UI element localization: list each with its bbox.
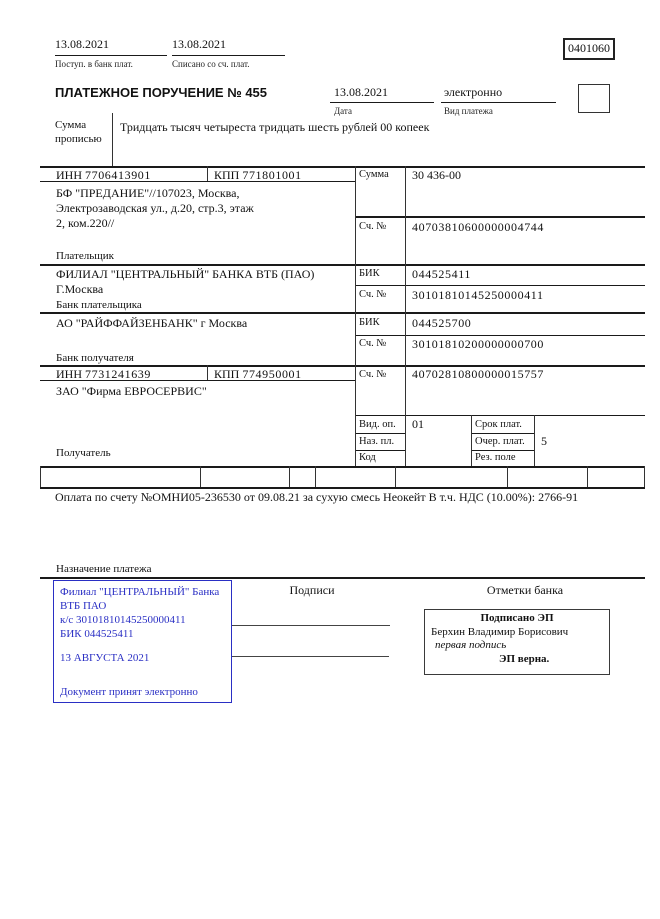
stamp-footer: Документ принят электронно	[60, 686, 198, 698]
table-line	[471, 415, 472, 466]
signature-line-1	[232, 625, 390, 626]
payee-bank-account: 30101810200000000700	[412, 337, 544, 351]
payer-account: 40703810600000004744	[412, 220, 544, 234]
budget-row-divider	[289, 466, 290, 487]
op-kind-value: 01	[412, 417, 424, 431]
table-line	[40, 487, 645, 489]
sum-label: Сумма	[359, 169, 389, 180]
table-line	[534, 415, 535, 466]
ep-stamp-verified: ЭП верна.	[499, 652, 550, 665]
reserve-label: Рез. поле	[475, 452, 516, 463]
payer-kpp: КПП 771801001	[214, 168, 302, 182]
payment-kind-underline	[441, 102, 556, 103]
table-line	[355, 166, 356, 466]
table-line	[405, 166, 406, 466]
budget-row-divider	[315, 466, 316, 487]
payee-section-label: Получатель	[56, 447, 111, 459]
stamp-line: Филиал "ЦЕНТРАЛЬНЫЙ" Банка	[60, 586, 220, 598]
table-line	[355, 335, 645, 336]
payer-bank-account-label: Сч. №	[359, 289, 387, 300]
payee-bank-bik-label: БИК	[359, 317, 380, 328]
purpose-section-label: Назначение платежа	[56, 563, 152, 575]
document-title: ПЛАТЕЖНОЕ ПОРУЧЕНИЕ № 455	[55, 85, 268, 100]
ep-signature-stamp	[424, 609, 610, 675]
table-line	[355, 433, 405, 434]
budget-row-divider	[507, 466, 508, 487]
amount-words-label-2: прописью	[55, 133, 102, 145]
purpose-bottom-line	[40, 577, 645, 579]
received-date-label: Поступ. в банк плат.	[55, 59, 133, 69]
code-label: Код	[359, 452, 376, 463]
amount-words-label-1: Сумма	[55, 119, 87, 131]
payee-bank-section-label: Банк получателя	[56, 352, 134, 364]
purpose-code-label: Наз. пл.	[359, 436, 395, 447]
budget-row-divider	[644, 466, 645, 487]
payee-kpp: КПП 774950001	[214, 367, 302, 381]
op-kind-label: Вид. оп.	[359, 419, 396, 430]
table-line	[471, 433, 534, 434]
payment-purpose-text: Оплата по счету №ОМНИ05-236530 от 09.08.21 за сухую смесь Неокейт В т.ч. НДС (10.00%): 2766-91	[55, 490, 579, 504]
payer-name-line: БФ "ПРЕДАНИЕ"//107023, Москва,	[56, 186, 240, 200]
stamp-line: ВТБ ПАО	[60, 600, 107, 612]
payee-account-label: Сч. №	[359, 369, 387, 380]
debited-date-underline	[172, 55, 285, 56]
amount-words-divider	[112, 113, 113, 166]
payer-section-label: Плательщик	[56, 250, 114, 262]
payer-bank-account: 30101810145250000411	[412, 288, 544, 302]
payer-bank-bik-label: БИК	[359, 268, 380, 279]
payer-inn: ИНН 7706413901	[56, 168, 151, 182]
bank-marks-header: Отметки банка	[486, 583, 564, 597]
table-line	[471, 450, 534, 451]
form-code-box: 0401060	[563, 38, 615, 60]
received-date-underline	[55, 55, 167, 56]
amount-words-value: Тридцать тысяч четыреста тридцать шесть рублей 00 копеек	[120, 120, 430, 134]
table-line	[207, 166, 208, 181]
table-line	[207, 365, 208, 380]
table-line	[40, 264, 645, 266]
payee-bank-account-label: Сч. №	[359, 338, 387, 349]
priority-value: 5	[541, 434, 547, 448]
doc-date: 13.08.2021	[334, 85, 388, 99]
ep-stamp-title: Подписано ЭП	[480, 612, 554, 624]
payer-account-label: Сч. №	[359, 221, 387, 232]
table-line	[355, 216, 645, 218]
budget-row-divider	[587, 466, 588, 487]
signatures-header: Подписи	[289, 583, 335, 597]
ep-stamp-signature-kind: первая подпись	[435, 639, 507, 651]
priority-label: Очер. плат.	[475, 436, 525, 447]
signature-line-2	[232, 656, 389, 657]
payment-kind-label: Вид платежа	[444, 106, 493, 116]
budget-row-divider	[40, 466, 41, 487]
payer-name-line: Электрозаводская ул., д.20, стр.3, этаж	[56, 201, 254, 215]
budget-row-divider	[200, 466, 201, 487]
doc-date-underline	[330, 102, 434, 103]
table-line	[355, 450, 405, 451]
stamp-line: к/с 30101810145250000411	[60, 614, 186, 626]
payer-bank-name: ФИЛИАЛ "ЦЕНТРАЛЬНЫЙ" БАНКА ВТБ (ПАО)	[56, 267, 315, 281]
sum-value: 30 436-00	[412, 168, 461, 182]
table-line	[40, 312, 645, 314]
due-label: Срок плат.	[475, 419, 522, 430]
payer-bank-bik: 044525411	[412, 267, 471, 281]
payee-bank-bik: 044525700	[412, 316, 472, 330]
budget-row-divider	[395, 466, 396, 487]
payer-bank-city: Г.Москва	[56, 282, 104, 296]
payer-name-line: 2, ком.220//	[56, 216, 115, 230]
status-checkbox	[578, 84, 610, 113]
table-line	[40, 466, 645, 468]
payer-bank-section-label: Банк плательщика	[56, 299, 142, 311]
payee-name: ЗАО "Фирма ЕВРОСЕРВИС"	[56, 384, 207, 398]
stamp-date: 13 АВГУСТА 2021	[60, 652, 150, 664]
doc-date-label: Дата	[334, 106, 352, 116]
debited-date-label: Списано со сч. плат.	[172, 59, 250, 69]
bank-acceptance-stamp	[53, 580, 232, 703]
debited-date: 13.08.2021	[172, 37, 226, 51]
stamp-line: БИК 044525411	[60, 628, 134, 640]
received-date: 13.08.2021	[55, 37, 109, 51]
payee-account: 40702810800000015757	[412, 367, 544, 381]
payment-kind: электронно	[444, 85, 503, 99]
payee-bank-name: АО "РАЙФФАЙЗЕНБАНК" г Москва	[56, 316, 248, 330]
payee-inn: ИНН 7731241639	[56, 367, 151, 381]
ep-stamp-name: Берхин Владимир Борисович	[431, 625, 569, 638]
table-line	[355, 285, 645, 286]
table-line	[355, 415, 645, 416]
